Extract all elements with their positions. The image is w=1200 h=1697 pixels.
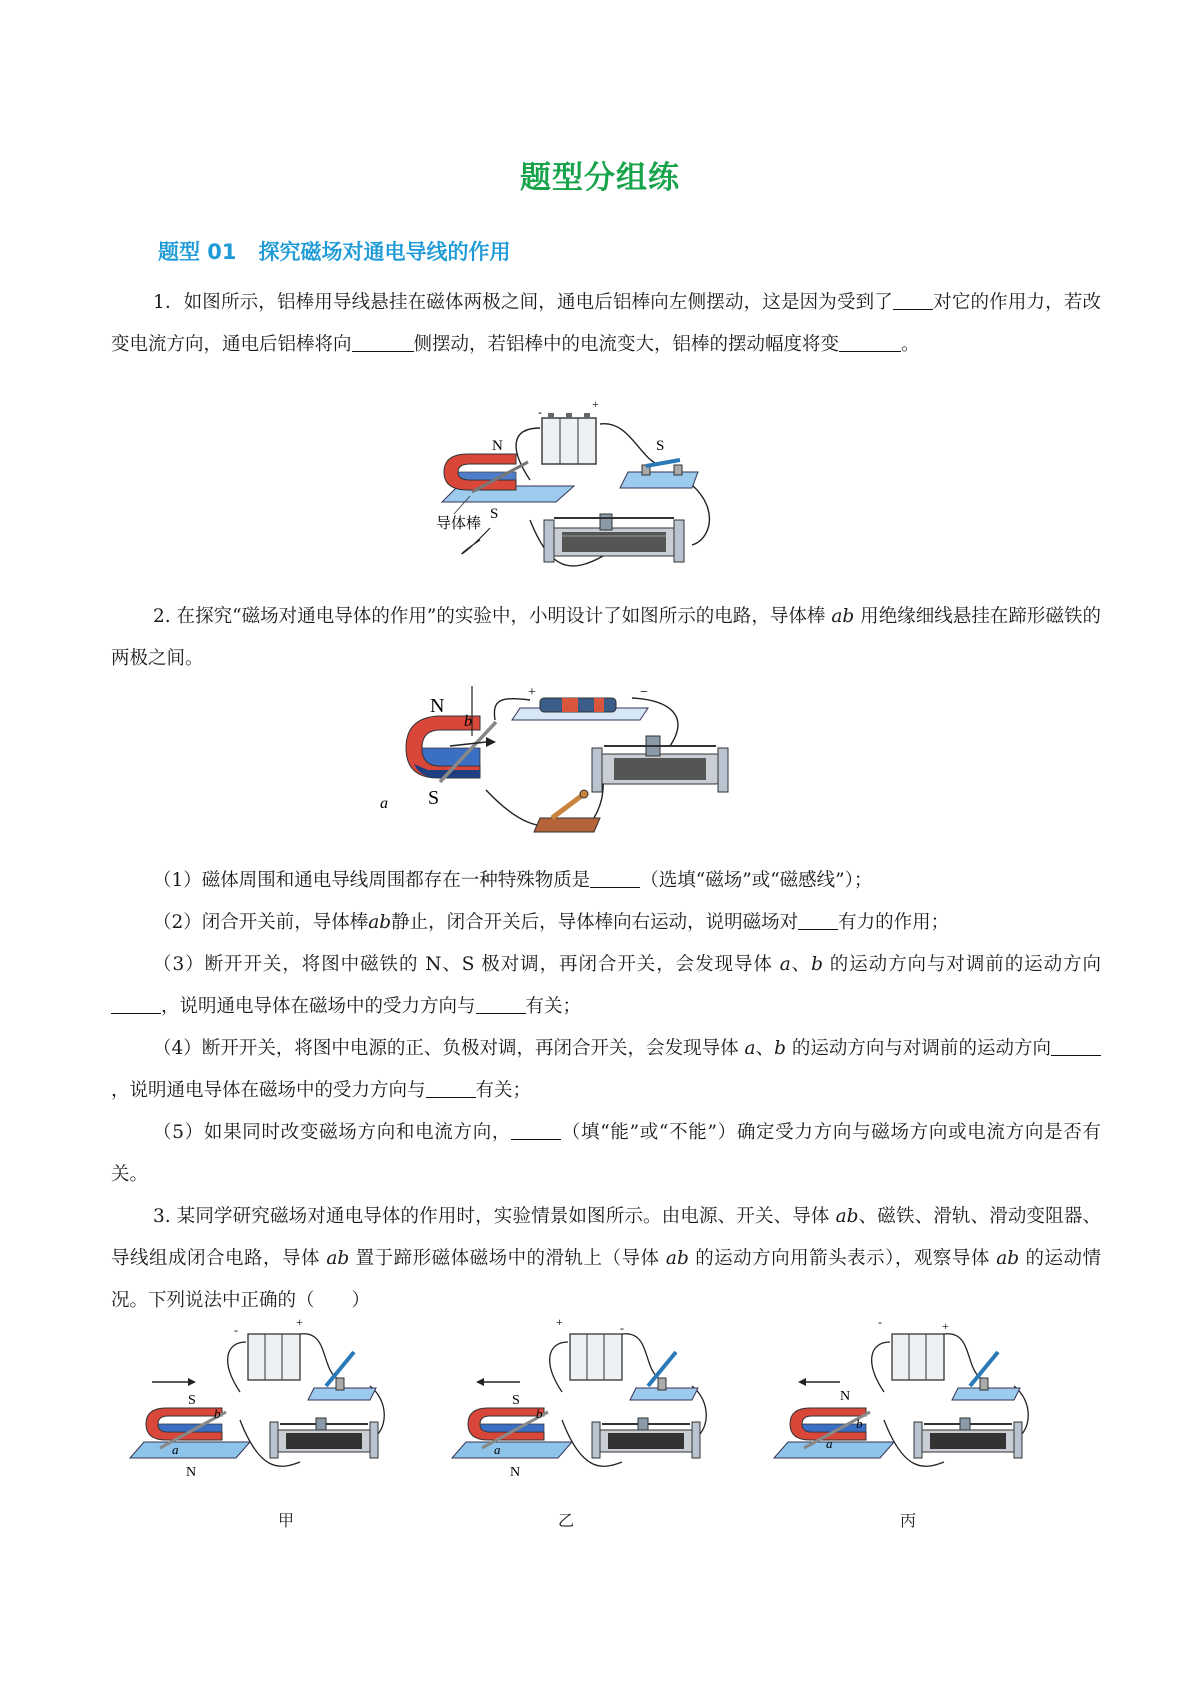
end-a-label: a <box>826 1436 833 1451</box>
battery-icon <box>542 413 596 464</box>
figure-caption: 甲 <box>278 1511 295 1530</box>
switch-icon <box>620 460 698 488</box>
switch-label: S <box>656 438 665 454</box>
end-b-label: b <box>464 713 472 730</box>
answer-blank[interactable] <box>1051 1037 1101 1057</box>
minus-label: - <box>878 1315 882 1329</box>
plus-label: + <box>556 1315 563 1329</box>
direction-arrow-icon <box>476 1378 484 1386</box>
bottom-pole-label: N <box>510 1465 521 1480</box>
question-2-text: 2. 在探究“磁场对通电导体的作用”的实验中，小明设计了如图所示的电路，导体棒 ab 用绝缘细线悬挂在蹄形磁铁的两极之间。 <box>111 606 1101 669</box>
bottom-pole-label: N <box>186 1465 197 1480</box>
top-pole-label: S <box>512 1393 520 1408</box>
figure-3-yi <box>452 1315 712 1492</box>
question-3-text: 3. 某同学研究磁场对通电导体的作用时，实验情景如图所示。由电源、开关、导体 ab、磁铁、滑轨、滑动变阻器、导线组成闭合电路，导体 ab 置于蹄形磁体磁场中的滑轨上（导体 ab 的运动方向用箭头表示），观察导体 ab 的运动情况。下列说法中正确的（ ） <box>111 1206 1102 1311</box>
section-number: 题型 01 <box>158 240 237 264</box>
rod-label: 导体棒 <box>436 516 482 532</box>
question-2-part-4: （4）断开开关，将图中电源的正、负极对调，再闭合开关，会发现导体 a、b 的运动方向与对调前的运动方向，说明通电导体在磁场中的受力方向与 有关； <box>111 1028 1101 1112</box>
figure-3-jia <box>130 1315 390 1492</box>
rheostat-icon <box>270 1418 378 1458</box>
minus-label: - <box>620 1321 624 1335</box>
answer-blank[interactable] <box>893 291 933 311</box>
top-pole-label: S <box>188 1393 196 1408</box>
section-title: 探究磁场对通电导线的作用 <box>258 240 511 264</box>
battery-icon <box>512 698 648 720</box>
top-pole-label: N <box>840 1389 851 1404</box>
switch-icon <box>952 1352 1020 1400</box>
answer-blank[interactable] <box>839 333 901 353</box>
answer-blank[interactable] <box>511 1121 561 1141</box>
answer-blank[interactable] <box>111 995 161 1015</box>
answer-blank[interactable] <box>476 995 526 1015</box>
end-b-label: b <box>214 1406 221 1421</box>
end-b-label: b <box>536 1406 543 1421</box>
figure-2-circuit <box>380 685 740 856</box>
answer-blank[interactable] <box>352 333 414 353</box>
end-a-label: a <box>380 795 388 812</box>
end-b-label: b <box>856 1416 863 1431</box>
question-2-part-2: （2）闭合开关前，导体棒ab静止，闭合开关后，导体棒向右运动，说明磁场对 有力的作用； <box>153 912 950 933</box>
answer-blank[interactable] <box>426 1079 476 1099</box>
question-1-text: 1．如图所示，铝棒用导线悬挂在磁体两极之间，通电后铝棒向左侧摆动，这是因为受到了 对它的作用力，若改变电流方向，通电后铝棒将向 侧摆动，若铝棒中的电流变大，铝棒的摆动幅度将变 。 <box>111 292 1101 355</box>
end-a-label: a <box>172 1442 179 1457</box>
rheostat-icon <box>592 1418 700 1458</box>
answer-blank[interactable] <box>590 869 640 889</box>
plus-label: + <box>592 397 599 411</box>
pole-n-label: N <box>430 695 445 717</box>
switch-icon <box>308 1352 376 1400</box>
direction-arrow-icon <box>188 1378 196 1386</box>
battery-icon <box>570 1334 622 1380</box>
horseshoe-magnet-icon <box>444 454 516 490</box>
plus-label: + <box>528 685 536 700</box>
minus-label: - <box>234 1323 238 1337</box>
switch-icon <box>534 790 600 832</box>
figure-1-circuit <box>430 397 720 580</box>
answer-blank[interactable] <box>798 911 838 931</box>
rheostat-icon <box>914 1418 1022 1458</box>
rheostat-icon <box>592 736 728 792</box>
plus-label: + <box>942 1319 949 1333</box>
end-a-label: a <box>494 1442 501 1457</box>
section-heading <box>158 236 511 266</box>
pole-n-label: N <box>492 438 503 454</box>
question-2-part-1: （1）磁体周围和通电导线周围都存在一种特殊物质是 （选填“磁场”或“磁感线”）； <box>153 870 873 891</box>
figure-caption: 丙 <box>900 1511 917 1530</box>
question-2-part-5: （5）如果同时改变磁场方向和电流方向， （填“能”或“不能”）确定受力方向与磁场方向或电流方向是否有关。 <box>111 1122 1101 1185</box>
rheostat-icon <box>544 514 684 562</box>
plus-label: + <box>296 1315 303 1329</box>
pole-s-label: S <box>490 506 499 522</box>
page-title: 题型分组练 <box>520 160 680 196</box>
figure-3-bing <box>774 1315 1034 1492</box>
switch-icon <box>630 1352 698 1400</box>
question-2-part-3: （3）断开开关，将图中磁铁的 N、S 极对调，再闭合开关，会发现导体 a、b 的运动方向与对调前的运动方向，说明通电导体在磁场中的受力方向与 有关； <box>111 944 1101 1028</box>
pole-s-label: S <box>428 787 440 809</box>
battery-icon <box>248 1334 300 1380</box>
figure-caption: 乙 <box>558 1511 575 1530</box>
minus-label: − <box>640 685 648 700</box>
direction-arrow-icon <box>798 1378 806 1386</box>
minus-label: - <box>538 405 542 419</box>
battery-icon <box>892 1334 944 1380</box>
